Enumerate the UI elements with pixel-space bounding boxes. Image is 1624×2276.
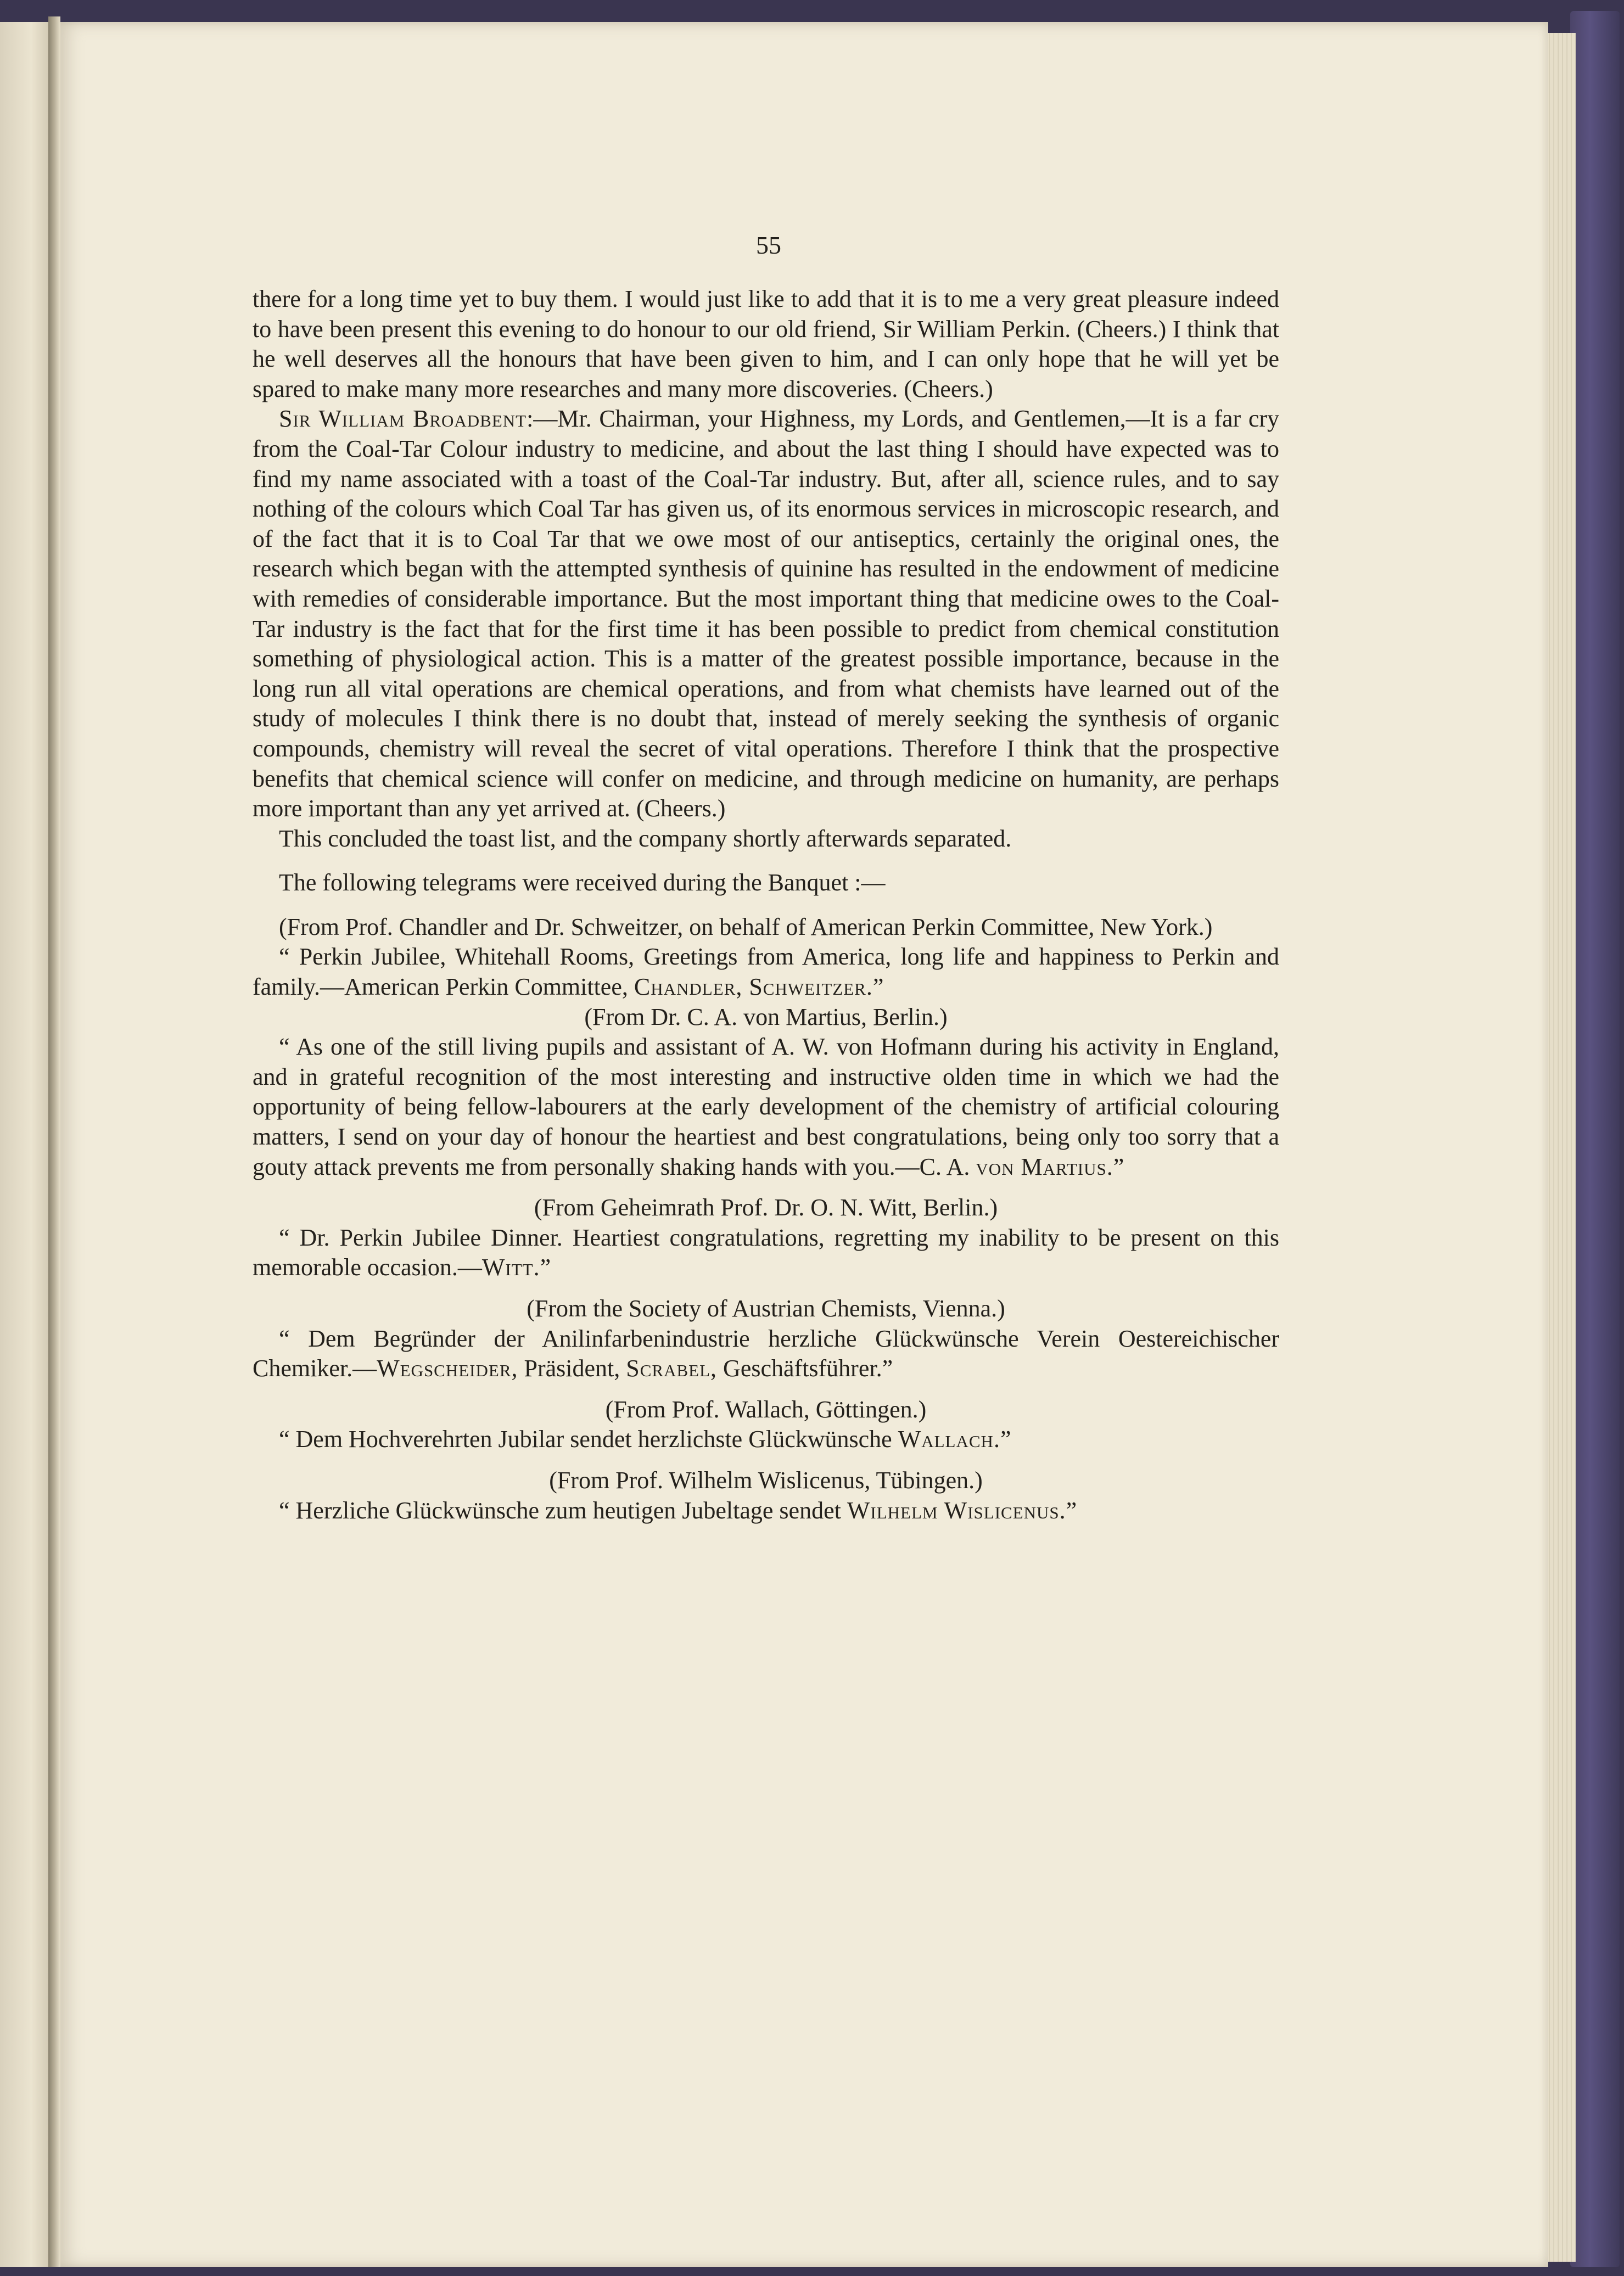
telegram-closing: ” [1066,1496,1077,1524]
telegram-source: (From Prof. Chandler and Dr. Schweitzer, on behalf of American Perkin Committee, New York.) [279,913,1213,940]
telegram-message [253,1425,1279,1455]
telegram-source: (From the Society of Austrian Chemists, Vienna.) [527,1295,1005,1322]
telegram-signature: Witt. [481,1254,540,1281]
page-body [253,284,1279,1526]
paragraph-telegrams-intro: The following telegrams were received during the Banquet :— [279,869,886,896]
telegram-body: “ Dem Hochverehrten Jubilar sendet herzlichste Glückwünsche [279,1426,898,1453]
telegram-message [253,1032,1279,1182]
telegram-signature: Chandler, Schweitzer. [634,973,873,1001]
speaker-name: Sir William Broadbent [279,405,527,433]
telegram-closing: ” [1113,1153,1124,1180]
telegram-signature: Wegscheider, [377,1355,518,1382]
page-number: 55 [756,231,781,259]
telegram-body: “ Herzliche Glückwünsche zum heutigen Jubeltage sendet [279,1496,847,1524]
telegram-signature: Wallach. [898,1426,1000,1453]
telegram-body: “ Perkin Jubilee, Whitehall Rooms, Greetings from America, long life and happiness to Perkin and family.—American Perkin Committee, [253,943,1279,1001]
telegram-message [253,1324,1279,1384]
telegram-message [253,1223,1279,1283]
telegram-signature-second: Scrabel, [626,1355,718,1382]
telegram-body-continued: Präsident, [518,1355,626,1382]
telegram-message [253,942,1279,1002]
telegram-closing: ” [872,973,884,1001]
telegram-source: (From Prof. Wilhelm Wislicenus, Tübingen.) [549,1466,983,1494]
telegram-closing: ” [1000,1426,1011,1453]
paragraph-toast-concluded: This concluded the toast list, and the company shortly afterwards separated. [279,825,1012,852]
telegram-signature: von Martius. [976,1153,1113,1180]
speech-text: :—Mr. Chairman, your Highness, my Lords, and Gentlemen,—It is a far cry from the Coal-Tar Colour industry to medicine, and about the last thing I should have expected was to find my name associated with a toast of the Coal-Tar industry. But, after all, science rules, and to say nothing of the colours which Coal Tar has given us, of its enormous services in microscopic research, and of the fact that it is to Coal Tar that we owe most of our antiseptics, certainly the original ones, the research which began with the attempted synthesis of quinine has resulted in the endowment of medicine with remedies of considerable importance. But the most important thing that medicine owes to the Coal-Tar industry is the fact that for the first time it has been possible to predict from chemical constitution something of physiological action. This is a matter of the greatest possible importance, because in the long run all vital operations are chemical operations, and from what chemists have learned out of the study of molecules I think there is no doubt that, instead of merely seeking the synthesis of organic compounds, chemistry will reveal the secret of vital operations. Therefore I think that the prospective benefits that chemical science will confer on medicine, and through medicine on humanity, are perhaps more important than any yet arrived at. (Cheers.) [253,405,1279,822]
telegram-message [253,1496,1279,1526]
paragraph-broadbent-speech [253,404,1279,823]
telegram-source: (From Dr. C. A. von Martius, Berlin.) [584,1003,948,1030]
telegram-body: “ Dem Begründer der Anilinfarbenindustrie herzliche Glückwünsche Verein Oestereichischer Chemiker.— [253,1325,1279,1382]
telegram-signature: Wilhelm Wislicenus. [847,1496,1066,1524]
telegram-source: (From Geheimrath Prof. Dr. O. N. Witt, Berlin.) [534,1194,998,1221]
telegram-body: “ As one of the still living pupils and assistant of A. W. von Hofmann during his activity in England, and in grateful recognition of the most interesting and instructive olden time in which we had the opportunity of being fellow-labourers at the early development of the chemistry of artificial colouring matters, I send on your day of honour the heartiest and best congratulations, being only too sorry that a gouty attack prevents me from personally shaking hands with you.—C. A. [253,1033,1279,1180]
facing-page-edge [0,22,52,2267]
paragraph-cheers-closing: there for a long time yet to buy them. I would just like to add that it is to me a very great pleasure indeed to have been present this evening to do honour to our old friend, Sir William Perkin. (Cheers.) I think that he well deserves all the honours that have been given to him, and I can only hope that he will yet be spared to make many more researches and many more discoveries. (Cheers.) [253,285,1279,402]
telegram-body: “ Dr. Perkin Jubilee Dinner. Heartiest congratulations, regretting my inability to be present on this memorable occasion.— [253,1224,1279,1281]
book-cover-edge [1570,11,1620,2267]
book-gutter [48,16,60,2267]
telegram-closing: Geschäftsführer.” [717,1355,893,1382]
telegram-closing: ” [540,1254,551,1281]
telegram-source: (From Prof. Wallach, Göttingen.) [605,1395,927,1423]
